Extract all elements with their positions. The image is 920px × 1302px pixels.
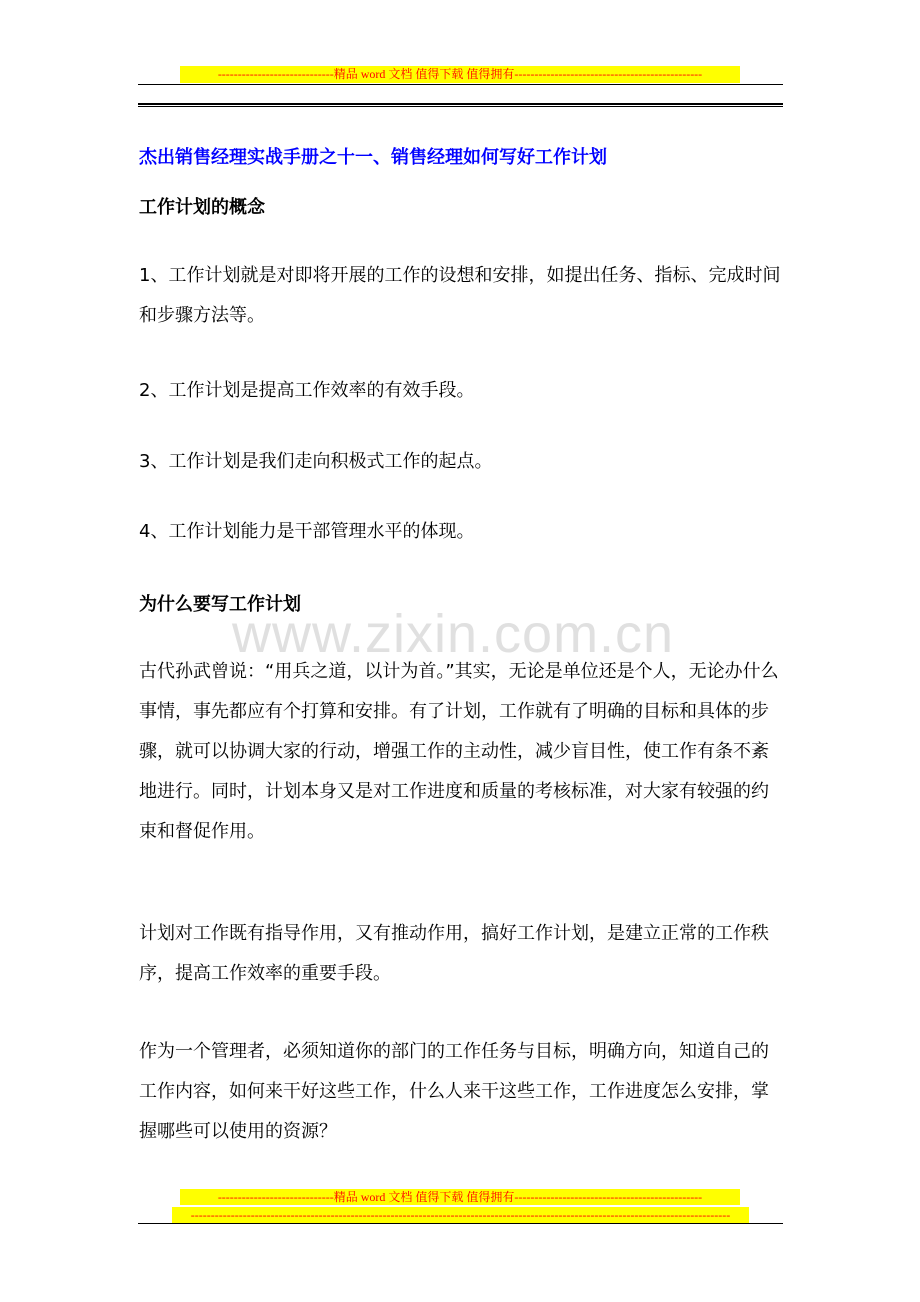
header-banner: -----------------------------精品 word 文档 值得下载 值得拥有----------------------------------------------- [180, 66, 740, 83]
footer-banner: -----------------------------精品 word 文档 值得下载 值得拥有----------------------------------------------- [180, 1189, 740, 1205]
why-paragraph-1: 古代孙武曾说：“用兵之道，以计为首。”其实，无论是单位还是个人，无论办什么事情，事先都应有个打算和安排。有了计划，工作就有了明确的目标和具体的步骤，就可以协调大家的行动，增强工作的主动性，减少盲目性，使工作有条不紊地进行。同时，计划本身又是对工作进度和质量的考核标准，对大家有较强的约束和督促作用。 [139, 661, 779, 842]
why-paragraph-2: 计划对工作既有指导作用，又有推动作用，搞好工作计划，是建立正常的工作秩序，提高工作效率的重要手段。 [139, 923, 769, 984]
header-rule-top [138, 84, 783, 85]
watermark: www.zixin.com.cn [232, 604, 675, 664]
why-paragraph-3: 作为一个管理者，必须知道你的部门的工作任务与目标，明确方向，知道自己的工作内容，如何来干好这些工作，什么人来干这些工作，工作进度怎么安排，掌握哪些可以使用的资源？ [139, 1041, 769, 1142]
header-rule-thin [138, 106, 783, 107]
section-heading-why: 为什么要写工作计划 [139, 594, 301, 615]
footer-rule [138, 1223, 783, 1224]
concept-item-1: 1、工作计划就是对即将开展的工作的设想和安排，如提出任务、指标、完成时间和步骤方法等。 [139, 265, 781, 326]
concept-item-2: 2、工作计划是提高工作效率的有效手段。 [139, 380, 475, 401]
header-rule-thick [138, 103, 783, 105]
document-title: 杰出销售经理实战手册之十一、销售经理如何写好工作计划 [139, 147, 607, 168]
concept-item-4: 4、工作计划能力是干部管理水平的体现。 [139, 521, 475, 542]
footer-banner-dashes: --------------------------------------------------------------------------------------------------------------------------------------- [172, 1207, 749, 1223]
concept-item-3: 3、工作计划是我们走向积极式工作的起点。 [139, 451, 493, 472]
section-heading-concept: 工作计划的概念 [139, 197, 265, 218]
